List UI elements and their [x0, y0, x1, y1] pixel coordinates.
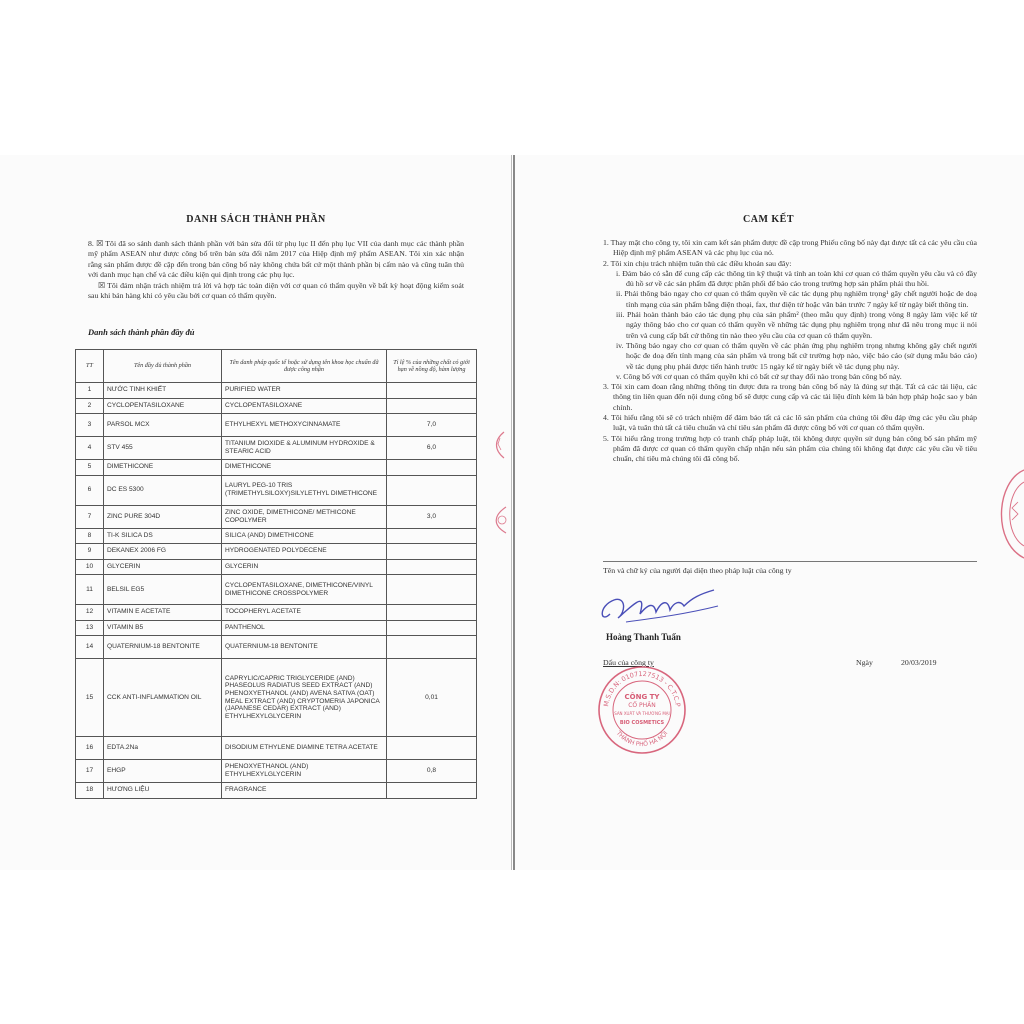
svg-text:CÔNG TY: CÔNG TY: [624, 693, 660, 701]
ingredient-inci-name: TOCOPHERYL ACETATE: [222, 605, 387, 621]
date-label: Ngày: [856, 658, 873, 667]
table-row: [76, 414, 477, 437]
partial-seal-left-lower: [486, 505, 508, 535]
handwritten-signature: [596, 584, 726, 632]
ingredient-name: DEKANEX 2006 FG: [104, 544, 222, 560]
ingredient-name: VITAMIN E ACETATE: [104, 605, 222, 621]
svg-text:SẢN XUẤT VÀ THƯƠNG MẠI: SẢN XUẤT VÀ THƯƠNG MẠI: [614, 711, 670, 716]
commitment-item: 3. Tôi xin cam đoan rằng những thông tin được đưa ra trong bản công bố này là đúng sự thật. Tất cả các tài liệu, các thông tin liên quan đến nội dung công bố sẽ được cung cấp và các tài liệu đính kèm là bản hợp pháp hoặc sao y bản chính.: [603, 382, 977, 412]
ingredient-number: 6: [76, 475, 104, 505]
ingredient-percent: [387, 398, 477, 414]
table-row: [76, 737, 477, 760]
ingredient-number: 9: [76, 544, 104, 560]
commitment-item: i. Đảm bảo có sẵn để cung cấp các thông tin kỹ thuật và tính an toàn khi cơ quan có thẩm quyền yêu cầu và có đầy đủ hồ sơ về các sản phẩm đã được phân phối để báo cáo trong trường hợp sản phẩm phải thu hồi.: [616, 268, 977, 289]
ingredient-inci-name: ETHYLHEXYL METHOXYCINNAMATE: [222, 414, 387, 437]
commitment-item: iv. Thông báo ngay cho cơ quan có thẩm quyền về các phản ứng phụ nghiêm trọng nhưng không gây chết người hoặc đe doạ đến tính mạng của sản phẩm và trong bất cứ trường hợp nào, việc báo cáo (sử dụng mẫu báo cáo) về tác dụng phụ phải được tiến hành trước 15 ngày kể từ ngày biết về tác dụng phụ này.: [616, 340, 977, 371]
ingredient-percent: 0,8: [387, 760, 477, 783]
ingredient-percent: 3,0: [387, 505, 477, 528]
ingredient-percent: [387, 620, 477, 636]
table-row: [76, 760, 477, 783]
ingredient-percent: [387, 737, 477, 760]
ingredient-percent: 0,01: [387, 659, 477, 737]
table-row: [76, 475, 477, 505]
svg-text:M.S.D.N: 0107127513 - C.T.C.P: M.S.D.N: 0107127513 - C.T.C.P: [602, 669, 682, 708]
ingredient-percent: [387, 528, 477, 544]
ingredient-name: VITAMIN B5: [104, 620, 222, 636]
header-tt: TT: [76, 350, 104, 383]
commitment-title: CAM KẾT: [743, 214, 794, 225]
ingredient-number: 15: [76, 659, 104, 737]
table-header-row: [76, 350, 477, 383]
table-row: [76, 544, 477, 560]
table-row: [76, 783, 477, 799]
ingredient-name: EHGP: [104, 760, 222, 783]
ingredient-number: 4: [76, 437, 104, 460]
ingredient-inci-name: PHENOXYETHANOL (AND) ETHYLHEXYLGLYCERIN: [222, 760, 387, 783]
partial-seal-left: [486, 430, 506, 460]
commitment-item: iii. Phải hoàn thành báo cáo tác dụng phụ của sản phẩm² (theo mẫu quy định) trong vòng 8 ngày làm việc kể từ ngày thông báo cho cơ quan có thẩm quyền về những tác dụng phụ nghiêm trọng như đã nêu trong mục ii nói trên và cung cấp bất cứ thông tin nào theo yêu cầu của cơ quan có thẩm quyền.: [616, 310, 977, 340]
table-row: [76, 437, 477, 460]
company-seal-label: Dấu của công ty: [603, 658, 654, 667]
ingredient-number: 5: [76, 460, 104, 476]
ingredient-list-title: DANH SÁCH THÀNH PHẦN: [186, 214, 326, 225]
ingredient-name: STV 455: [104, 437, 222, 460]
table-row: [76, 398, 477, 414]
ingredient-number: 14: [76, 636, 104, 659]
table-row: [76, 505, 477, 528]
header-inci: Tên danh pháp quốc tế hoặc sử dụng tên khoa học chuẩn đã được công nhận: [222, 350, 387, 383]
table-row: [76, 605, 477, 621]
ingredient-inci-name: TITANIUM DIOXIDE & ALUMINUM HYDROXIDE & STEARIC ACID: [222, 437, 387, 460]
ingredient-percent: [387, 575, 477, 605]
table-row: [76, 575, 477, 605]
svg-text:THÀNH PHỐ HÀ NỘI: THÀNH PHỐ HÀ NỘI: [614, 729, 670, 749]
ingredient-inci-name: GLYCERIN: [222, 559, 387, 575]
ingredient-number: 12: [76, 605, 104, 621]
ingredient-percent: [387, 383, 477, 399]
header-name: Tên đầy đủ thành phần: [104, 350, 222, 383]
signature-divider: [603, 561, 977, 562]
ingredient-number: 8: [76, 528, 104, 544]
ingredient-name: DIMETHICONE: [104, 460, 222, 476]
ingredient-name: EDTA.2Na: [104, 737, 222, 760]
table-row: [76, 636, 477, 659]
ingredient-number: 18: [76, 783, 104, 799]
ingredient-inci-name: PANTHENOL: [222, 620, 387, 636]
ingredient-name: PARSOL MCX: [104, 414, 222, 437]
ingredient-percent: [387, 783, 477, 799]
ingredient-number: 7: [76, 505, 104, 528]
ingredient-percent: [387, 636, 477, 659]
ingredient-inci-name: PURIFIED WATER: [222, 383, 387, 399]
table-row: [76, 383, 477, 399]
ingredient-percent: [387, 559, 477, 575]
commitment-item: 1. Thay mặt cho công ty, tôi xin cam kết sản phẩm được đề cập trong Phiếu công bố này đạt được tất cả các yêu cầu của Hiệp định mỹ phẩm ASEAN và các phụ lục của nó.: [603, 238, 977, 258]
ingredient-name: GLYCERIN: [104, 559, 222, 575]
svg-text:CỔ PHẦN: CỔ PHẦN: [628, 702, 656, 709]
table-row: [76, 528, 477, 544]
ingredient-number: 3: [76, 414, 104, 437]
partial-seal-right: [990, 468, 1024, 560]
ingredient-inci-name: DISODIUM ETHYLENE DIAMINE TETRA ACETATE: [222, 737, 387, 760]
table-row: [76, 460, 477, 476]
commitment-item: 4. Tôi hiểu rằng tôi sẽ có trách nhiệm để đảm bảo tất cả các lô sản phẩm của chúng tôi đều đáp ứng các yêu cầu pháp luật, và tuân thủ tất cả tiêu chuẩn và chỉ tiêu sản phẩm đã được công bố với cơ quan có thẩm quyền.: [603, 413, 977, 433]
ingredient-name: HƯƠNG LIỆU: [104, 783, 222, 799]
signer-name: Hoàng Thanh Tuấn: [606, 632, 681, 642]
ingredient-name: DC ES 5300: [104, 475, 222, 505]
ingredient-name: ZINC PURE 304D: [104, 505, 222, 528]
header-percent: Tỉ lệ % của những chất có giới hạn về nồng độ, hàm lượng: [387, 350, 477, 383]
signature-caption: Tên và chữ ký của người đại diện theo pháp luật của công ty: [603, 566, 792, 575]
ingredient-inci-name: CAPRYLIC/CAPRIC TRIGLYCERIDE (AND) PHASEOLUS RADIATUS SEED EXTRACT (AND) PHENOXYETHANOL (AND) AVENA SATIVA (OAT) MEAL EXTRACT (AND) CRYPTOMERIA JAPONICA (JAPANESE CEDAR) EXTRACT (AND) ETHYLHEXYLGLYCERIN: [222, 659, 387, 737]
svg-text:BIO COSMETICS: BIO COSMETICS: [619, 720, 665, 726]
ingredient-number: 13: [76, 620, 104, 636]
ingredient-inci-name: HYDROGENATED POLYDECENE: [222, 544, 387, 560]
full-ingredient-list-heading: Danh sách thành phần đầy đủ: [88, 327, 195, 337]
declaration-8b: ☒ Tôi đảm nhận trách nhiệm trả lời và hợp tác toàn diện với cơ quan có thẩm quyền về bất kỳ hoạt động kiểm soát sau khi bán hàng khi có yêu cầu bởi cơ quan có thẩm quyền.: [88, 280, 464, 301]
table-row: [76, 559, 477, 575]
ingredient-name: CYCLOPENTASILOXANE: [104, 398, 222, 414]
table-row: [76, 620, 477, 636]
ingredient-name: CCK ANTI-INFLAMMATION OIL: [104, 659, 222, 737]
ingredient-number: 16: [76, 737, 104, 760]
ingredient-inci-name: QUATERNIUM-18 BENTONITE: [222, 636, 387, 659]
ingredient-percent: 7,0: [387, 414, 477, 437]
ingredient-percent: 6,0: [387, 437, 477, 460]
declaration-paragraph: [88, 239, 464, 301]
ingredient-number: 17: [76, 760, 104, 783]
commitment-item: v. Công bố với cơ quan có thẩm quyền khi có bất cứ sự thay đổi nào trong bản công bố này.: [616, 371, 902, 381]
commitment-item: 2. Tôi xin chịu trách nhiệm tuân thủ các điều khoản sau đây:: [603, 258, 792, 268]
ingredient-inci-name: CYCLOPENTASILOXANE, DIMETHICONE/VINYL DIMETHICONE CROSSPOLYMER: [222, 575, 387, 605]
ingredient-inci-name: LAURYL PEG-10 TRIS (TRIMETHYLSILOXY)SILYLETHYL DIMETHICONE: [222, 475, 387, 505]
commitment-list: [603, 238, 977, 465]
ingredient-inci-name: CYCLOPENTASILOXANE: [222, 398, 387, 414]
company-stamp: [596, 664, 688, 756]
ingredient-number: 1: [76, 383, 104, 399]
ingredient-inci-name: FRAGRANCE: [222, 783, 387, 799]
ingredient-name: TI-K SILICA DS: [104, 528, 222, 544]
ingredient-inci-name: ZINC OXIDE, DIMETHICONE/ METHICONE COPOLYMER: [222, 505, 387, 528]
ingredient-percent: [387, 605, 477, 621]
ingredient-number: 2: [76, 398, 104, 414]
ingredient-percent: [387, 544, 477, 560]
declaration-8: 8. ☒ Tôi đã so sánh danh sách thành phần với bản sửa đổi từ phụ lục II đến phụ lục VII của danh mục các thành phần mỹ phẩm ASEAN như được công bố trên bản sửa đổi năm 2017 của Hiệp định mỹ phẩm ASEAN. Tôi xin xác nhận rằng sản phẩm được đề cập đến trong bản công bố này không chứa bất cứ một thành phần bị cấm nào và cũng tuân thủ với danh mục hạn chế và các điều kiện qui định trong các phụ lục.: [88, 239, 464, 280]
ingredient-inci-name: SILICA (AND) DIMETHICONE: [222, 528, 387, 544]
date-value: 20/03/2019: [901, 658, 937, 667]
table-row: [76, 659, 477, 737]
ingredient-percent: [387, 475, 477, 505]
ingredient-name: QUATERNIUM-18 BENTONITE: [104, 636, 222, 659]
commitment-item: ii. Phải thông báo ngay cho cơ quan có thẩm quyền về các tác dụng phụ nghiêm trọng¹ gây chết người hoặc đe doạ tính mạng của sản phẩm bằng điện thoại, fax, thư điện tử hoặc văn bản trước 7 ngày kể từ ngày biết thông tin.: [616, 289, 977, 309]
commitment-item: 5. Tôi hiểu rằng trong trường hợp có tranh chấp pháp luật, tôi không được quyền sử dụng bản công bố sản phẩm mỹ phẩm đã được cơ quan có thẩm quyền chấp nhận nếu sản phẩm của chúng tôi không đạt được các yêu cầu về tiêu chuẩn, chỉ tiêu mà chúng tôi đã công bố.: [603, 433, 977, 464]
ingredient-table: [75, 349, 477, 799]
ingredient-name: BELSIL EG5: [104, 575, 222, 605]
ingredient-percent: [387, 460, 477, 476]
ingredient-name: NƯỚC TINH KHIẾT: [104, 383, 222, 399]
ingredient-number: 11: [76, 575, 104, 605]
ingredient-number: 10: [76, 559, 104, 575]
ingredient-inci-name: DIMETHICONE: [222, 460, 387, 476]
